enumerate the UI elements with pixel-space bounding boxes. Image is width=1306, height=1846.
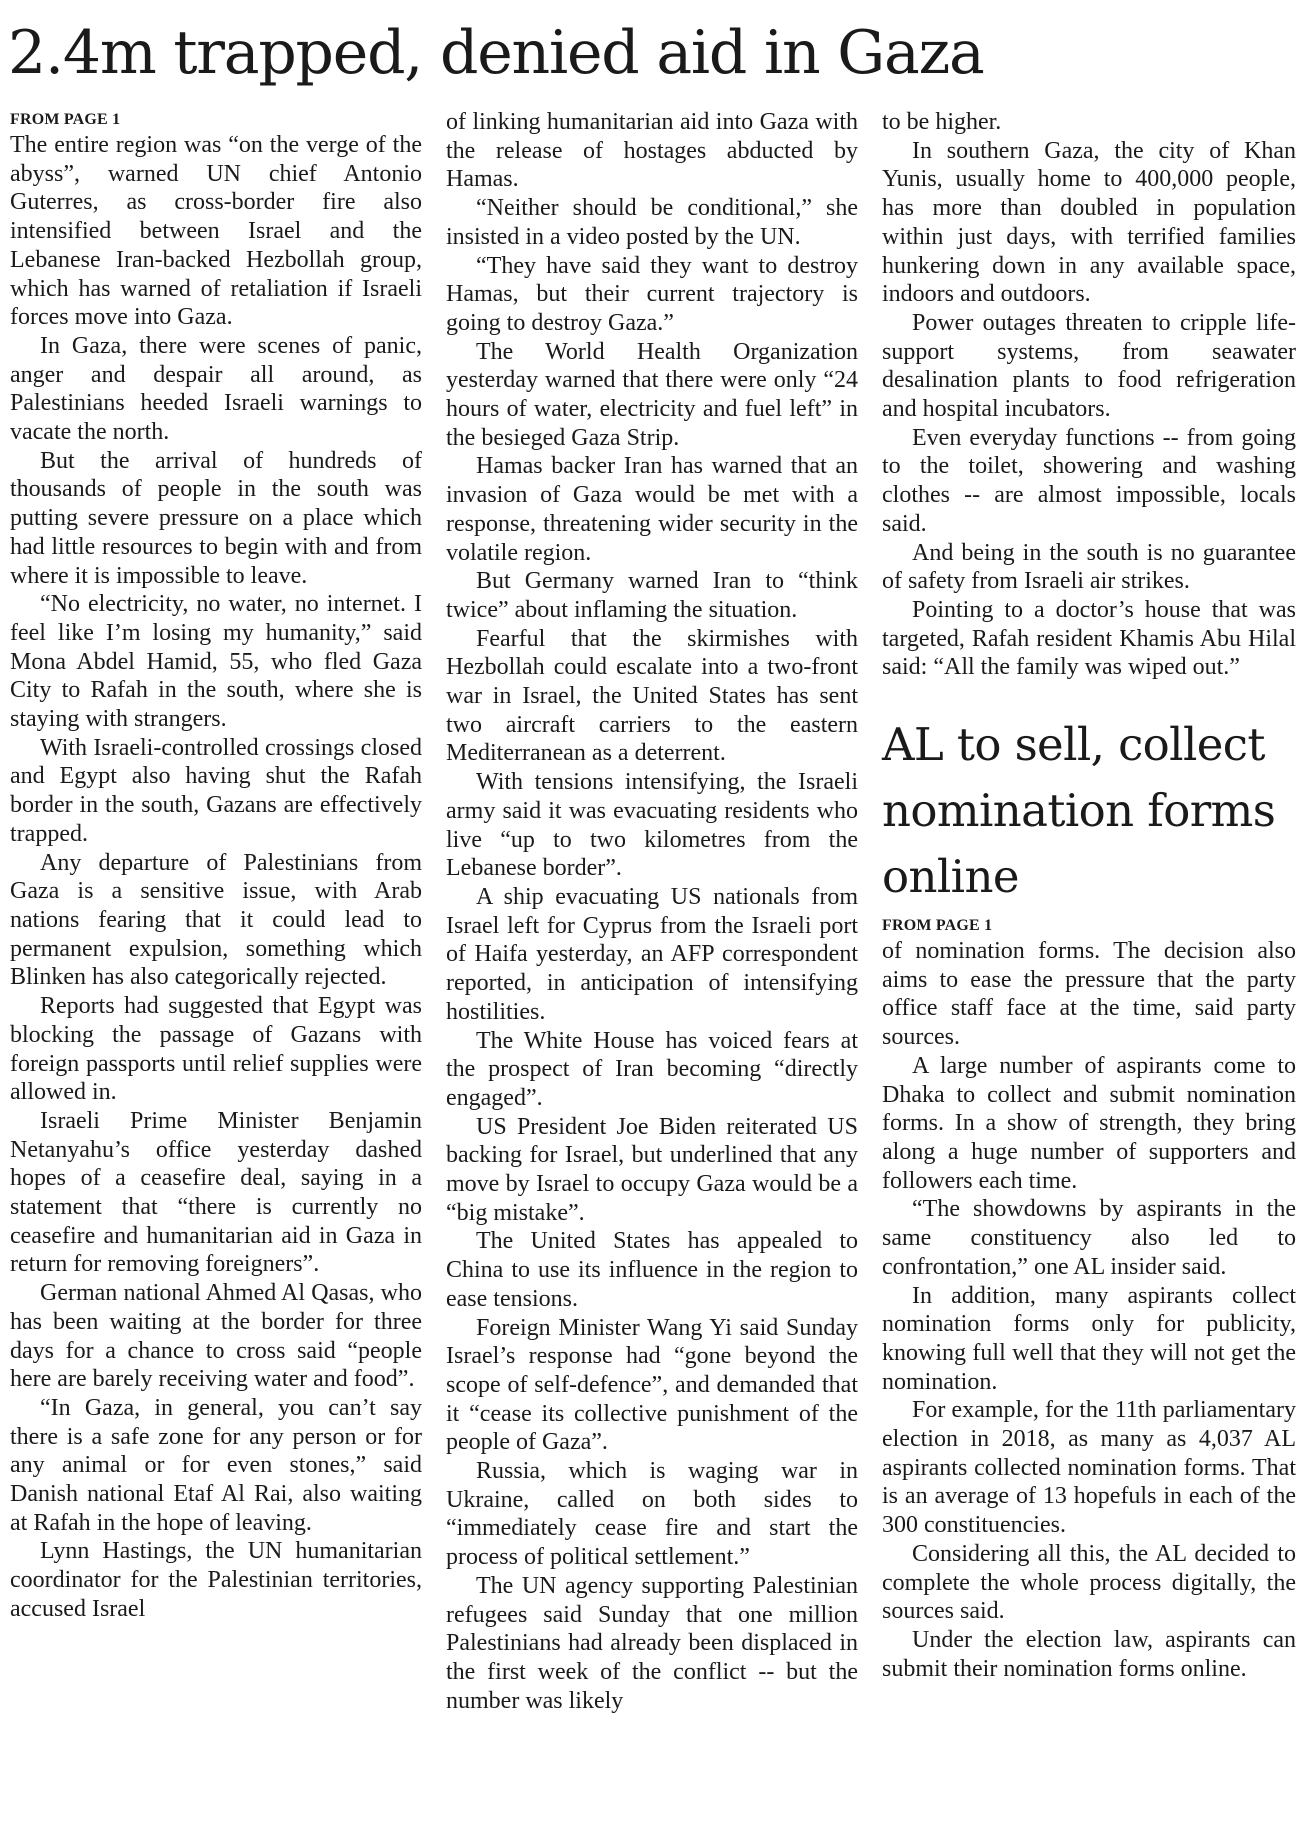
article-column-1 bbox=[10, 108, 422, 1624]
paragraph: And being in the south is no guarantee of safety from Israeli air strikes. bbox=[882, 539, 1296, 595]
paragraph: “In Gaza, in general, you can’t say there is a safe zone for any person or for any animal or for even stones,” said Danish national Etaf Al Rai, also waiting at Rafah in the hope of leaving. bbox=[10, 1394, 422, 1536]
paragraph: But the arrival of hundreds of thousands of people in the south was putting severe pressure on a place which had little resources to begin with and from where it is impossible to leave. bbox=[10, 447, 422, 589]
paragraph: of linking humanitarian aid into Gaza with the release of hostages abducted by Hamas. bbox=[446, 109, 858, 193]
paragraph: German national Ahmed Al Qasas, who has been waiting at the border for three days for a chance to cross said “people here are barely receiving water and food”. bbox=[10, 1280, 422, 1393]
paragraph: “They have said they want to destroy Hamas, but their current trajectory is going to destroy Gaza.” bbox=[446, 252, 858, 336]
main-headline: 2.4m trapped, denied aid in Gaza bbox=[8, 18, 984, 88]
paragraph: The UN agency supporting Palestinian refugees said Sunday that one million Palestinians had already been displaced in the first week of the conflict -- but the number was likely bbox=[446, 1572, 858, 1714]
paragraph: With tensions intensifying, the Israeli army said it was evacuating residents who live “up to two kilometres from the Lebanese border”. bbox=[446, 769, 858, 882]
paragraph: US President Joe Biden reiterated US backing for Israel, but underlined that any move by Israel to occupy Gaza would be a “big mistake”. bbox=[446, 1113, 858, 1226]
paragraph: But Germany warned Iran to “think twice” about inflaming the situation. bbox=[446, 568, 858, 623]
second-kicker: FROM PAGE 1 bbox=[882, 917, 993, 935]
paragraph: Fearful that the skirmishes with Hezbollah could escalate into a two-front war in Israel, the United States has sent two aircraft carriers to the eastern Mediterranean as a deterrent. bbox=[446, 625, 858, 767]
paragraph: Russia, which is waging war in Ukraine, called on both sides to “immediately cease fire and start the process of political settlement.” bbox=[446, 1458, 858, 1571]
paragraph: Lynn Hastings, the UN humanitarian coordinator for the Palestinian territories, accused Israel bbox=[10, 1538, 422, 1622]
paragraph: In addition, many aspirants collect nomination forms only for publicity, knowing full well that they will not get the nomination. bbox=[882, 1282, 1296, 1395]
paragraph: Pointing to a doctor’s house that was targeted, Rafah resident Khamis Abu Hilal said: “All the family was wiped out.” bbox=[882, 596, 1296, 681]
paragraph: The White House has voiced fears at the prospect of Iran becoming “directly engaged”. bbox=[446, 1027, 858, 1111]
paragraph: Considering all this, the AL decided to complete the whole process digitally, the sources said. bbox=[882, 1540, 1296, 1625]
paragraph: of nomination forms. The decision also aims to ease the pressure that the party office staff face at the time, said party sources. bbox=[882, 938, 1296, 1051]
paragraph: to be higher. bbox=[882, 109, 1002, 135]
paragraph: In Gaza, there were scenes of panic, anger and despair all around, as Palestinians heeded Israeli warnings to vacate the north. bbox=[10, 332, 422, 446]
paragraph: Hamas backer Iran has warned that an invasion of Gaza would be met with a response, threatening wider security in the volatile region. bbox=[446, 453, 858, 566]
paragraph: Under the election law, aspirants can submit their nomination forms online. bbox=[882, 1626, 1296, 1682]
paragraph: Power outages threaten to cripple life-support systems, from seawater desalination plants to food refrigeration and hospital incubators. bbox=[882, 309, 1296, 423]
paragraph: A ship evacuating US nationals from Israel left for Cyprus from the Israeli port of Haifa yesterday, an AFP correspondent reported, in anticipation of intensifying hostilities. bbox=[446, 883, 858, 1025]
article-column-3 bbox=[882, 108, 1296, 1683]
paragraph: “The showdowns by aspirants in the same constituency also led to confrontation,” one AL insider said. bbox=[882, 1196, 1296, 1280]
paragraph: The United States has appealed to China to use its influence in the region to ease tensions. bbox=[446, 1228, 858, 1312]
paragraph: A large number of aspirants come to Dhaka to collect and submit nomination forms. In a show of strength, they bring along a huge number of supporters and followers each time. bbox=[882, 1052, 1296, 1194]
paragraph: “No electricity, no water, no internet. I feel like I’m losing my humanity,” said Mona Abdel Hamid, 55, who fled Gaza City to Rafah in the south, where she is staying with strangers. bbox=[10, 591, 422, 733]
paragraph: In southern Gaza, the city of Khan Yunis, usually home to 400,000 people, has more than doubled in population within just days, with terrified families hunkering down in any available space, indoors and outdoors. bbox=[882, 137, 1296, 308]
article-column-2 bbox=[446, 108, 858, 1715]
paragraph: Any departure of Palestinians from Gaza is a sensitive issue, with Arab nations fearing that it could lead to permanent expulsion, something which Blinken has also categorically rejected. bbox=[10, 849, 422, 991]
paragraph: The entire region was “on the verge of the abyss”, warned UN chief Antonio Guterres, as cross-border fire also intensified between Israel and the Lebanese Iran-backed Hezbollah group, which has warned of retaliation if Israeli forces move into Gaza. bbox=[10, 132, 422, 331]
paragraph: For example, for the 11th parliamentary election in 2018, as many as 4,037 AL aspirants collected nomination forms. That is an average of 13 hopefuls in each of the 300 constituencies. bbox=[882, 1397, 1296, 1539]
paragraph: With Israeli-controlled crossings closed and Egypt also having shut the Rafah border in the south, Gazans are effectively trapped. bbox=[10, 734, 422, 847]
paragraph: Foreign Minister Wang Yi said Sunday Israel’s response had “gone beyond the scope of self-defence”, and demanded that it “cease its collective punishment of the people of Gaza”. bbox=[446, 1314, 858, 1456]
paragraph: Israeli Prime Minister Benjamin Netanyahu’s office yesterday dashed hopes of a ceasefire deal, saying in a statement that “there is currently no ceasefire and humanitarian aid in Gaza in return for removing foreigners”. bbox=[10, 1107, 422, 1278]
second-headline: AL to sell, collect nomination forms online bbox=[882, 718, 1276, 904]
paragraph: Reports had suggested that Egypt was blocking the passage of Gazans with foreign passports until relief supplies were allowed in. bbox=[10, 993, 422, 1106]
paragraph: The World Health Organization yesterday warned that there were only “24 hours of water, electricity and fuel left” in the besieged Gaza Strip. bbox=[446, 338, 858, 451]
paragraph: Even everyday functions -- from going to the toilet, showering and washing clothes -- are almost impossible, locals said. bbox=[882, 424, 1296, 537]
main-kicker: FROM PAGE 1 bbox=[10, 111, 121, 128]
paragraph: “Neither should be conditional,” she insisted in a video posted by the UN. bbox=[446, 195, 858, 250]
